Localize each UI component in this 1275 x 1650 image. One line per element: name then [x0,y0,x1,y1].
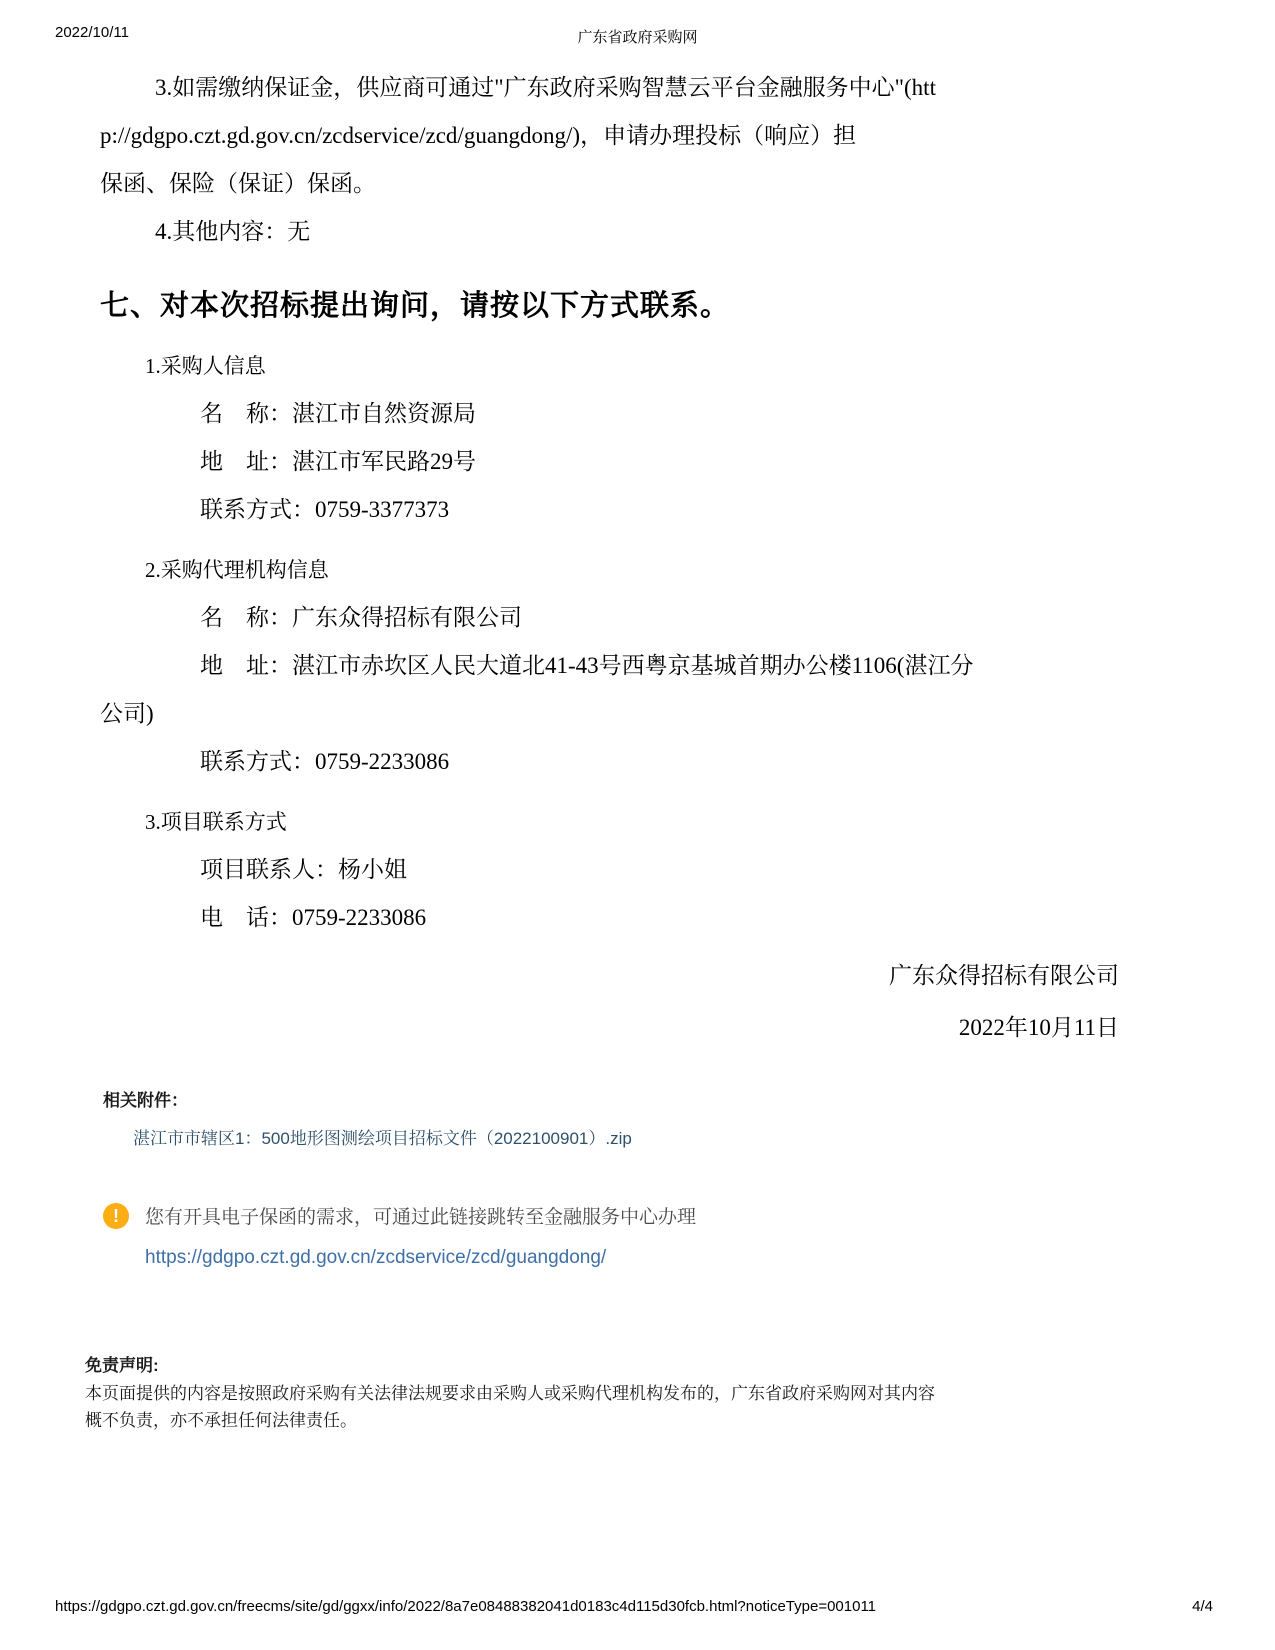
attachments-label: 相关附件： [103,1091,188,1110]
related-attachments [103,1088,1175,1149]
agency-contact: 联系方式：0759-2233086 [200,749,450,774]
document-body [100,64,1137,1054]
purchaser-contact: 联系方式：0759-3377373 [200,497,450,522]
paragraph-deposit-line2: p://gdgpo.czt.gd.gov.cn/zcdservice/zcd/guangdong/)，申请办理投标（响应）担 [100,123,857,148]
purchaser-name: 名 称：湛江市自然资源局 [200,401,476,426]
purchaser-address: 地 址：湛江市军民路29号 [200,449,476,474]
section-seven-heading: 七、对本次招标提出询问，请按以下方式联系。 [100,290,731,322]
agency-address-line2: 公司) [100,701,154,726]
attachment-zip-link[interactable]: 湛江市市辖区1：500地形图测绘项目招标文件（2022100901）.zip [133,1129,632,1148]
signature-date: 2022年10月11日 [958,1015,1119,1040]
exclamation-circle-icon: ! [103,1203,129,1229]
project-contact-phone: 电 话：0759-2233086 [200,905,427,930]
print-footer [55,1598,1213,1615]
project-contact-heading: 3.项目联系方式 [145,810,287,834]
signature-block [100,950,1137,1054]
paragraph-deposit-line1: 3.如需缴纳保证金，供应商可通过"广东政府采购智慧云平台金融服务中心"(htt [155,75,936,100]
disclaimer-title: 免责声明: [85,1356,159,1375]
disclaimer [85,1352,1195,1434]
site-title: 广东省政府采购网 [577,29,698,46]
notice-text: 您有开具电子保函的需求，可通过此链接跳转至金融服务中心办理 [145,1207,697,1228]
agency-heading: 2.采购代理机构信息 [145,558,329,582]
agency-name: 名 称：广东众得招标有限公司 [200,605,522,630]
project-contact-person: 项目联系人：杨小姐 [200,857,407,882]
print-date: 2022/10/11 [55,24,129,41]
agency-address-line1: 地 址：湛江市赤坎区人民大道北41-43号西粤京基城首期办公楼1106(湛江分 [200,653,974,678]
e-guarantee-notice [103,1202,1175,1269]
page-number: 4/4 [1192,1598,1213,1615]
paragraph-deposit-line3: 保函、保险（保证）保函。 [100,171,376,196]
disclaimer-line1: 本页面提供的内容是按照政府采购有关法律法规要求由采购人或采购代理机构发布的，广东省政府采购网对其内容 [85,1384,935,1403]
finance-center-link[interactable]: https://gdgpo.czt.gd.gov.cn/zcdservice/zcd/guangdong/ [145,1247,607,1268]
source-url: https://gdgpo.czt.gd.gov.cn/freecms/site/gd/ggxx/info/2022/8a7e08488382041d0183c4d115d30fcb.html?noticeType=001011 [55,1598,877,1615]
signature-company: 广东众得招标有限公司 [889,963,1119,988]
disclaimer-line2: 概不负责，亦不承担任何法律责任。 [85,1411,357,1430]
purchaser-heading: 1.采购人信息 [145,354,266,378]
paragraph-other-content: 4.其他内容：无 [155,219,311,244]
